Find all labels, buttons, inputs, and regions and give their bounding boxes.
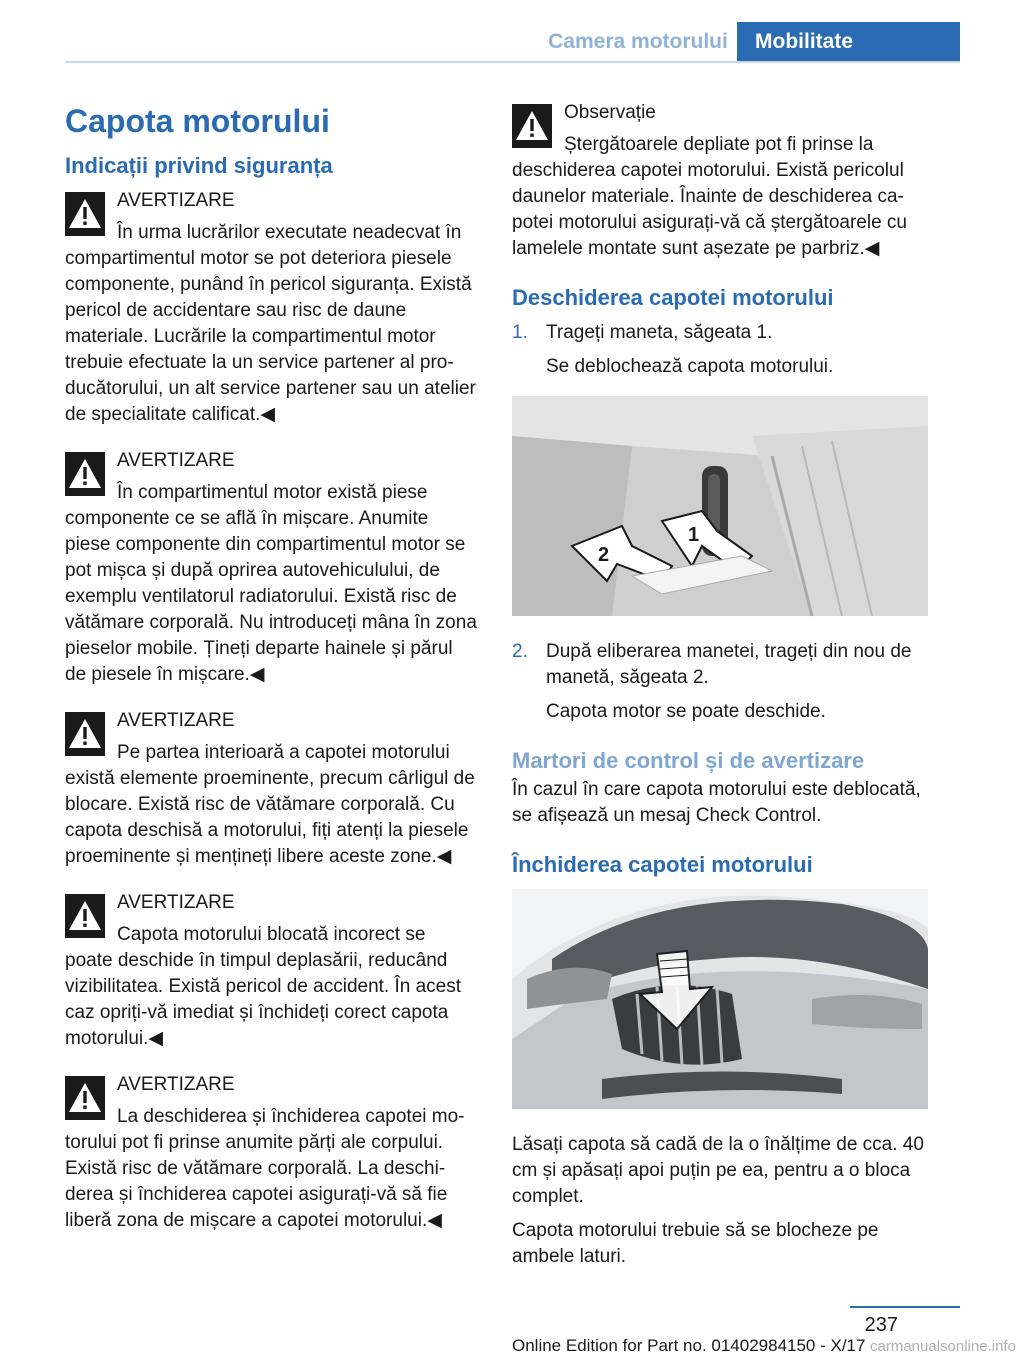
step-result: Se deblochează capota motorului.: [546, 356, 834, 377]
safety-heading: Indicații privind siguranța: [65, 153, 333, 178]
open-steps-list-continued: [512, 639, 928, 725]
warning-text: Capota motorului blocată incorect se poate deschide în timpul deplasării, reducând vizibilitatea. Există pericol de accident. În acest caz opriți-vă imediat și închideți corect capota motorului.◀: [65, 924, 462, 1049]
header-divider: [65, 61, 960, 63]
warning-block-3: [65, 708, 477, 870]
header-chapter-tab: Mobilitate: [737, 22, 960, 62]
step-number: 2.: [512, 641, 528, 662]
page-number: 237: [864, 1314, 898, 1336]
step-item: [512, 639, 928, 725]
notice-label: Observație: [564, 102, 656, 123]
hood-release-lever-image: [512, 396, 928, 616]
close-text-1: Lăsați capota să cadă de la o înălțime de cca. 40 cm și apăsați apoi puțin pe ea, pentru a o bloca complet.: [512, 1134, 924, 1207]
step-text: După eliberarea manetei, trageți din nou de manetă, săgeata 2.: [546, 641, 912, 688]
close-hood-heading: Închiderea capotei motorului: [512, 852, 813, 877]
step-text: Trageți maneta, săgeata 1.: [546, 322, 773, 343]
warning-triangle-icon: [65, 452, 105, 496]
header-section-tab: Camera motorului: [548, 30, 728, 53]
warning-triangle-icon: [65, 712, 105, 756]
warning-triangle-icon: [65, 1076, 105, 1120]
right-column: [512, 100, 928, 1270]
page-title: Capota motorului: [65, 103, 330, 139]
warning-triangle-icon: [512, 104, 552, 148]
close-text-2: Capota motorului trebuie să se blocheze pe ambele laturi.: [512, 1220, 879, 1267]
warning-triangle-icon: [65, 894, 105, 938]
indicators-text: În cazul în care capota motorului este deblocată, se afișează un mesaj Check Control.: [512, 779, 921, 826]
hood-closing-image: [512, 889, 928, 1109]
warning-text: Pe partea interioară a capotei motorului există elemente proeminente, precum cârligul de blocare. Există risc de vătămare corporală. Cu capota deschisă a motorului, fiți atenți la piesele proeminente și mențineți libere aceste zone.◀: [65, 742, 475, 867]
warning-block-2: [65, 448, 477, 688]
arrow-label-2: 2: [598, 544, 610, 566]
notice-text: Ștergătoarele depliate pot fi prinse la deschiderea capotei motorului. Există pericolul daunelor materiale. Înainte de deschiderea capotei motorului asigurați-vă că ștergătoarele cu lamelele montate sunt așezate pe parbriz.◀: [512, 134, 907, 259]
open-hood-heading: Deschiderea capotei motorului: [512, 285, 834, 310]
warning-label: AVERTIZARE: [117, 450, 235, 471]
warning-block-5: [65, 1072, 477, 1234]
step-item: [512, 320, 928, 380]
warning-label: AVERTIZARE: [117, 710, 235, 731]
footer-watermark: carmanualsonline.info: [870, 1338, 1016, 1355]
footer-divider: [850, 1306, 960, 1308]
warning-label: AVERTIZARE: [117, 892, 235, 913]
footer-edition: Online Edition for Part no. 01402984150 - X/17: [512, 1336, 866, 1355]
warning-block-1: [65, 188, 477, 428]
warning-text: La deschiderea și închiderea capotei motorului pot fi prinse anumite părți ale corpului. Există risc de vătămare corporală. La deschiderea și închiderea capotei asigurați-vă să fie liberă zona de mișcare a capotei motorului.◀: [65, 1106, 465, 1231]
warning-label: AVERTIZARE: [117, 1074, 235, 1095]
warning-text: În compartimentul motor există piese componente ce se află în mișcare. Anumite piese componente din compartimentul motor se pot mișca și după oprirea autovehiculului, de exemplu ventilatorul radiatorului. Există risc de vătămare corporală. Nu introduceți mâna în zona pieselor mobile. Țineți departe hainele și părul de piesele în mișcare.◀: [65, 482, 477, 685]
step-result: Capota motor se poate deschide.: [546, 701, 826, 722]
step-number: 1.: [512, 322, 528, 343]
warning-text: În urma lucrărilor executate neadecvat în compartimentul motor se pot deteriora piesele componente, punând în pericol siguranța. Există pericol de accidentare sau risc de daune materiale. Lucrările la compartimentul motor trebuie efectuate la un service partener al producătorului, un alt service partener sau un atelier de specialitate calificat.◀: [65, 222, 476, 425]
left-column: [65, 100, 477, 1254]
open-steps-list: [512, 320, 928, 380]
indicators-heading: Martori de control și de avertizare: [512, 748, 865, 773]
warning-label: AVERTIZARE: [117, 190, 235, 211]
warning-block-4: [65, 890, 477, 1052]
notice-block: [512, 100, 928, 262]
warning-triangle-icon: [65, 192, 105, 236]
arrow-label-1: 1: [688, 524, 700, 546]
